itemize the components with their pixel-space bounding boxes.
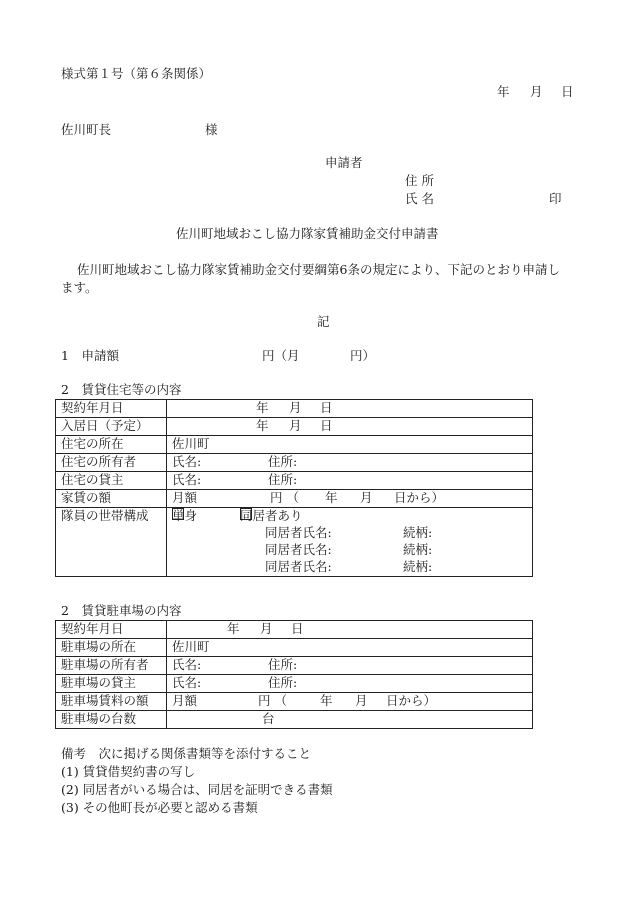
notes-heading: 備考 次に掲げる関係書類等を添付すること <box>61 746 312 761</box>
row-label: 駐車場賃料の額 <box>56 693 167 711</box>
housing-table <box>55 399 533 577</box>
row-value: 月額 円 （ 年 月 日から） <box>167 490 533 508</box>
table-row <box>56 490 533 508</box>
item1-yen: 円（月 <box>262 348 300 363</box>
item1-label: 1 申請額 <box>61 348 119 363</box>
table-row <box>56 436 533 454</box>
ki-heading: 記 <box>317 314 330 329</box>
row-label: 契約年月日 <box>56 400 167 418</box>
addressee-honorific: 様 <box>205 122 218 137</box>
row-label: 契約年月日 <box>56 621 167 639</box>
row-value: 台 <box>167 711 533 729</box>
applicant-name-label: 氏 名 <box>405 191 434 206</box>
note-2: (2) 同居者がいる場合は、同居を証明できる書類 <box>61 782 333 797</box>
row-value: 氏名: 住所: <box>167 675 533 693</box>
applicant-label: 申請者 <box>325 155 363 170</box>
row-label: 隊員の世帯構成 <box>56 508 167 577</box>
row-label: 入居日（予定） <box>56 418 167 436</box>
row-value: 年 月 日 <box>167 400 533 418</box>
row-value: 年 月 日 <box>167 621 533 639</box>
row-label: 家賃の額 <box>56 490 167 508</box>
table-row <box>56 508 533 577</box>
row-value: 単身 同居者あり 同居者氏名: 続柄: 同居者氏名: 続柄: 同居者氏名: 続柄: <box>167 508 533 577</box>
table-row <box>56 400 533 418</box>
table-row <box>56 657 533 675</box>
table-row <box>56 621 533 639</box>
form-number: 様式第１号（第６条関係） <box>61 66 212 81</box>
body-line-1: 佐川町地域おこし協力隊家賃補助金交付要綱第6条の規定により、下記のとおり申請し <box>77 262 560 277</box>
row-value: 月額 円 （ 年 月 日から） <box>167 693 533 711</box>
row-value: 佐川町 <box>167 436 533 454</box>
row-value: 年 月 日 <box>167 418 533 436</box>
row-label: 駐車場の台数 <box>56 711 167 729</box>
date-day: 日 <box>561 84 574 99</box>
note-3: (3) その他町長が必要と認める書類 <box>61 800 258 815</box>
row-value: 氏名: 住所: <box>167 472 533 490</box>
date-month: 月 <box>530 84 543 99</box>
parking-table <box>55 620 533 729</box>
row-label: 住宅の所有者 <box>56 454 167 472</box>
body-line-2: ます。 <box>61 280 98 295</box>
table-row <box>56 711 533 729</box>
row-label: 駐車場の貸主 <box>56 675 167 693</box>
seal-mark: 印 <box>549 191 562 206</box>
item1-yen-close: 円） <box>350 348 376 363</box>
document-title: 佐川町地域おこし協力隊家賃補助金交付申請書 <box>176 226 439 241</box>
table-row <box>56 418 533 436</box>
addressee: 佐川町長 <box>61 122 112 137</box>
table-row <box>56 693 533 711</box>
row-label: 駐車場の所在 <box>56 639 167 657</box>
housing-heading: 2 賃貸住宅等の内容 <box>61 382 182 397</box>
parking-heading: 2 賃貸駐車場の内容 <box>61 603 182 618</box>
table-row <box>56 675 533 693</box>
row-label: 駐車場の所有者 <box>56 657 167 675</box>
row-label: 住宅の貸主 <box>56 472 167 490</box>
row-label: 住宅の所在 <box>56 436 167 454</box>
row-value: 氏名: 住所: <box>167 657 533 675</box>
table-row <box>56 454 533 472</box>
date-year: 年 <box>497 84 510 99</box>
row-value: 佐川町 <box>167 639 533 657</box>
applicant-address-label: 住 所 <box>405 173 434 188</box>
table-row <box>56 472 533 490</box>
note-1: (1) 賃貸借契約書の写し <box>61 764 196 779</box>
table-row <box>56 639 533 657</box>
row-value: 氏名: 住所: <box>167 454 533 472</box>
